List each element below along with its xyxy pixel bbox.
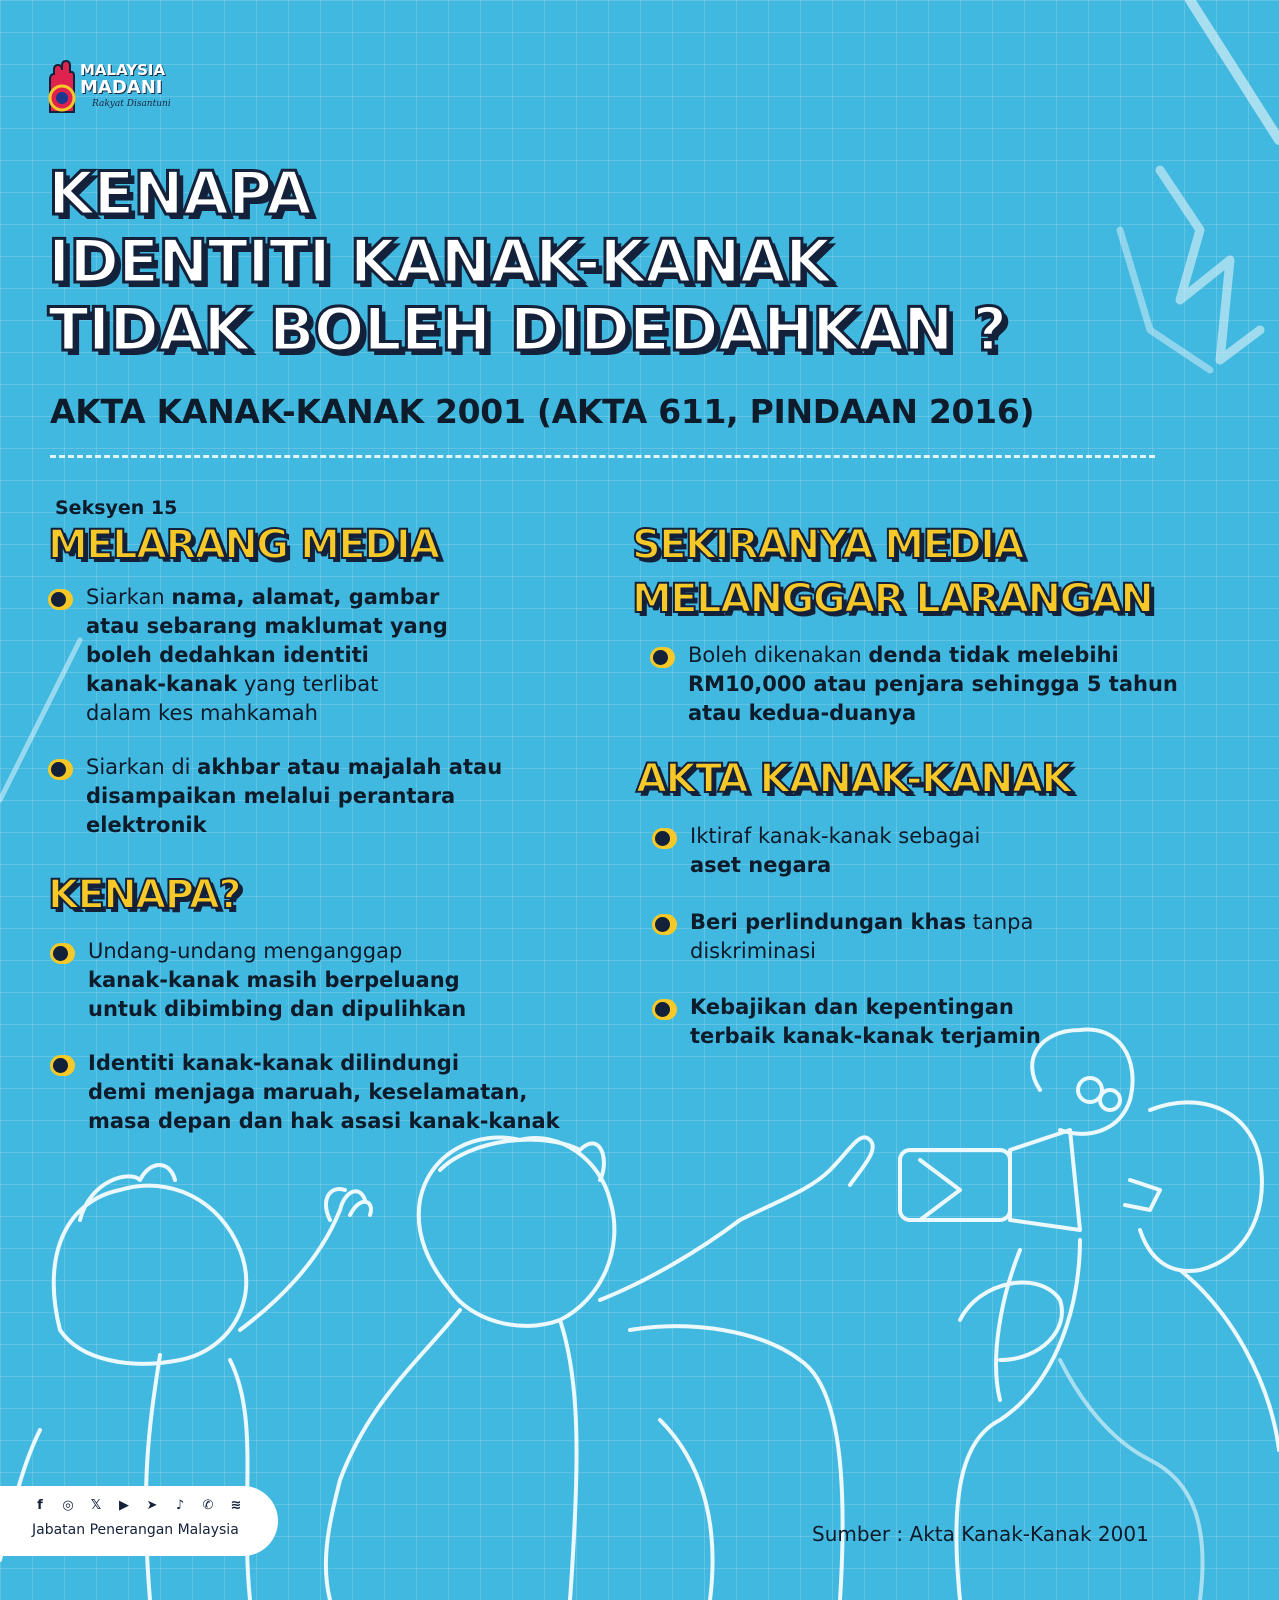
title-line-2: IDENTITI KANAK-KANAK [48,227,831,297]
bullet-dot-icon [650,647,671,668]
bullet-dot-icon [652,828,673,849]
bullet-text: demi menjaga maruah, keselamatan, [88,1080,528,1104]
bullet-text: masa depan dan hak asasi kanak-kanak [88,1109,560,1133]
facebook-icon[interactable]: f [37,1498,43,1513]
bullet-text: disampaikan melalui perantara [86,784,456,808]
bullet-text: untuk dibimbing dan dipulihkan [88,997,467,1021]
bullet-text: kanak-kanak masih berpeluang [88,968,460,992]
title-line-3: TIDAK BOLEH DIDEDAHKAN ? [48,295,1007,365]
x-icon[interactable]: 𝕏 [90,1498,102,1513]
heading-sekiranya-line-1: SEKIRANYA MEDIA [632,522,1023,568]
bullet-text: diskriminasi [690,939,816,963]
spotify-icon[interactable]: ≋ [230,1498,242,1513]
bullet-text: boleh dedahkan identiti [86,643,369,667]
list-item [88,937,466,1024]
bullet-text: akhbar atau majalah atau [197,755,503,779]
bullet-text: atau kedua-duanya [688,701,917,725]
youtube-icon[interactable]: ▶ [119,1498,129,1513]
tiktok-icon[interactable]: ♪ [175,1498,185,1513]
bullet-text: aset negara [690,853,832,877]
bullet-dot-icon [50,943,71,964]
logo-tagline: Rakyat Disantuni [92,99,171,109]
bullet-dot-icon [652,914,673,935]
subtitle-act: AKTA KANAK-KANAK 2001 (AKTA 611, PINDAAN 2016) [50,392,1035,431]
section-label: Seksyen 15 [55,497,178,519]
bullet-text: nama, alamat, gambar [171,585,440,609]
hand-emblem-icon [44,60,80,116]
bullet-text: Undang-undang menganggap [88,939,403,963]
bullet-text: terbaik kanak-kanak terjamin [690,1024,1041,1048]
bullet-text: Siarkan [86,585,172,609]
logo-line-1: MALAYSIA [80,61,166,79]
list-item [86,583,448,728]
bullet-text: elektronik [86,813,207,837]
list-item [690,822,980,880]
bullet-dot-icon [50,1055,71,1076]
heading-melarang-media: MELARANG MEDIA [48,522,439,568]
list-item [690,993,1041,1051]
bullet-text: Iktiraf kanak-kanak sebagai [690,824,981,848]
logo-line-2: MADANI [80,77,163,98]
heading-akta-kanak-kanak: AKTA KANAK-KANAK [636,756,1071,802]
agency-name: Jabatan Penerangan Malaysia [32,1522,239,1538]
list-item [88,1049,560,1136]
telegram-icon[interactable]: ➤ [146,1498,158,1513]
logo-wordmark [80,62,165,96]
bullet-text: yang terlibat [237,672,379,696]
list-item [688,641,1178,728]
bullet-text: dalam kes mahkamah [86,701,318,725]
bullet-text: Beri perlindungan khas [690,910,967,934]
bullet-text: Kebajikan dan kepentingan [690,995,1014,1019]
heading-sekiranya-line-2: MELANGGAR LARANGAN [632,576,1153,622]
heading-kenapa: KENAPA? [48,872,241,918]
bullet-text: Identiti kanak-kanak dilindungi [88,1051,460,1075]
bullet-dot-icon [48,589,69,610]
title-line-1: KENAPA [48,159,312,229]
bullet-dot-icon [652,999,673,1020]
instagram-icon[interactable]: ◎ [62,1498,74,1513]
bullet-text: kanak-kanak [86,672,238,696]
social-icons-row [30,1496,246,1516]
list-item [86,753,502,840]
whatsapp-icon[interactable]: ✆ [202,1498,214,1513]
list-item [690,908,1033,966]
bullet-text: tanpa [966,910,1034,934]
bullet-text: atau sebarang maklumat yang [86,614,448,638]
bullet-text: Siarkan di [86,755,198,779]
bullet-text: RM10,000 atau penjara sehingga 5 tahun [688,672,1178,696]
dashed-divider [50,455,1155,458]
bullet-text: denda tidak melebihi [868,643,1119,667]
bullet-dot-icon [48,759,69,780]
bullet-text: Boleh dikenakan [688,643,869,667]
source-note: Sumber : Akta Kanak-Kanak 2001 [812,1522,1149,1546]
